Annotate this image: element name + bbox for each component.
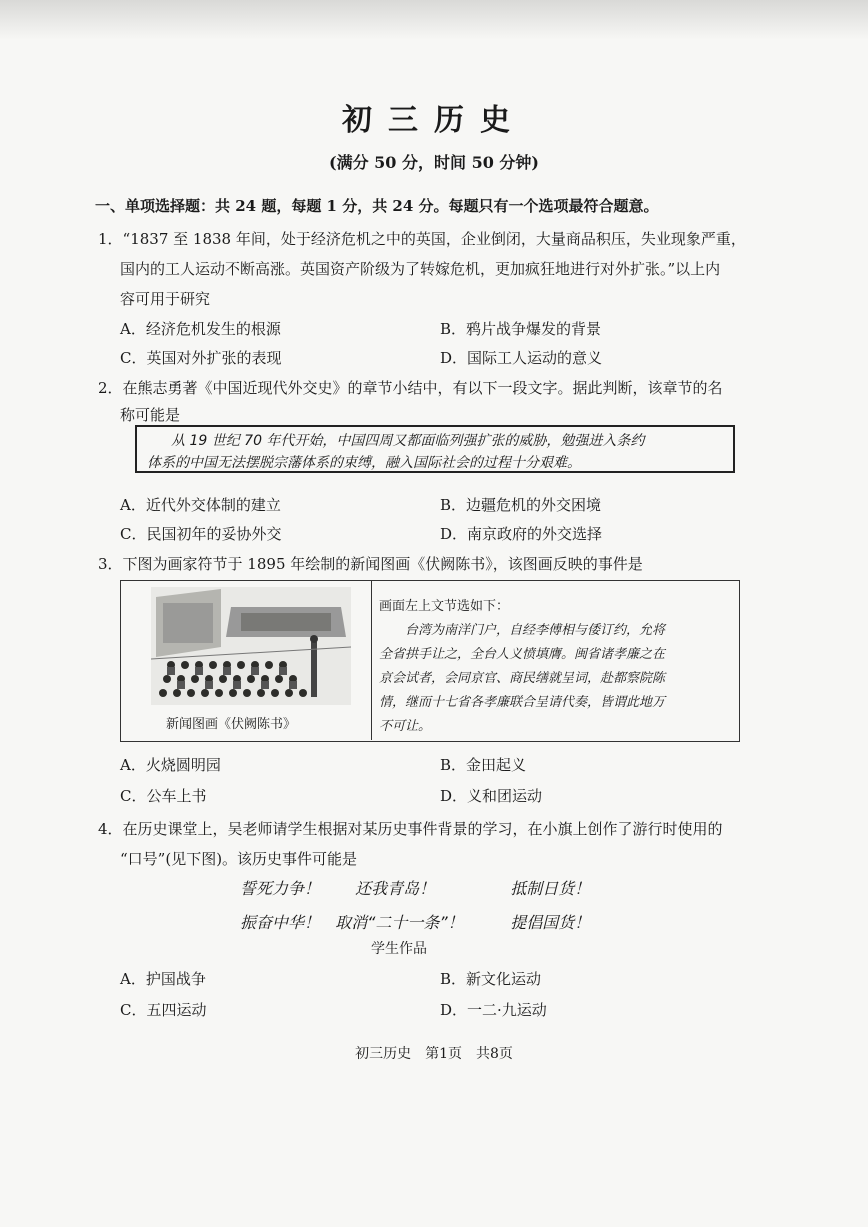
q2-quote-line-2: 体系的中国无法摆脱宗藩体系的束缚，融入国际社会的过程十分艰难。 (147, 455, 581, 471)
q3-excerpt-line-5: 不可让。 (379, 719, 432, 734)
q3-excerpt-line-4: 情，继而十七省各孝廉联合呈请代奏，皆谓此地万 (379, 695, 666, 710)
q4-option-a: A．护国战争 (120, 970, 206, 988)
page-footer: 初三历史 第1页 共8页 (355, 1046, 513, 1062)
slogan-1: 誓死力争！ (240, 879, 321, 898)
q2-quote-box (135, 425, 735, 473)
petition-illustration (151, 587, 351, 705)
q4-slogans (240, 872, 590, 940)
q1-option-a: A．经济危机发生的根源 (120, 320, 281, 338)
slogan-6: 提倡国货！ (510, 913, 591, 932)
q3-excerpt-line-3: 京会试者，会同京官、商民缮就呈词，赴都察院陈 (379, 671, 666, 686)
q2-option-d: D．南京政府的外交选择 (440, 525, 603, 543)
q4-stem-line-1: 4．在历史课堂上，吴老师请学生根据对某历史事件背景的学习，在小旗上创作了游行时使用的 (98, 820, 723, 838)
q1-stem-line-3: 容可用于研究 (120, 290, 211, 308)
q2-option-b: B．边疆危机的外交困境 (440, 496, 602, 514)
q3-excerpt-panel (379, 595, 731, 739)
q3-picture-caption: 新闻图画《伏阙陈书》 (166, 717, 297, 732)
slogan-5: 取消“二十一条”！ (335, 913, 464, 932)
scan-shadow (0, 0, 868, 40)
q3-excerpt-line-2: 全省拱手让之，全台人义愤填膺。闽省诸孝廉之在 (379, 647, 666, 662)
q1-stem-line-2: 国内的工人运动不断高涨。英国资产阶级为了转嫁危机，更加疯狂地进行对外扩张。”以上内 (120, 260, 721, 278)
q1-stem-line-1: 1．“1837 至 1838 年间，处于经济危机之中的英国，企业倒闭，大量商品积压，失业现象严重， (98, 230, 746, 248)
q4-slogan-caption: 学生作品 (371, 941, 427, 957)
section-heading: 一、单项选择题：共 24 题，每题 1 分，共 24 分。每题只有一个选项最符合题意。 (95, 197, 659, 215)
q3-option-d: D．义和团运动 (440, 787, 543, 805)
q3-picture-box (120, 580, 740, 742)
q3-excerpt-heading: 画面左上文节选如下： (379, 599, 510, 614)
q4-stem-line-2: “口号”(见下图)。该历史事件可能是 (120, 850, 358, 868)
q3-illustration-panel (121, 581, 372, 740)
q3-option-c: C．公车上书 (120, 787, 207, 805)
q2-quote-line-1: 从 19 世纪 70 年代开始，中国四周又都面临列强扩张的威胁，勉强进入条约 (171, 433, 645, 449)
q3-option-a: A．火烧圆明园 (120, 756, 221, 774)
q4-option-b: B．新文化运动 (440, 970, 542, 988)
q2-option-c: C．民国初年的妥协外交 (120, 525, 282, 543)
slogan-2: 还我青岛！ (355, 879, 436, 898)
q1-option-d: D．国际工人运动的意义 (440, 349, 603, 367)
q4-option-c: C．五四运动 (120, 1001, 207, 1019)
slogan-4: 振奋中华！ (240, 913, 321, 932)
q1-option-b: B．鸦片战争爆发的背景 (440, 320, 602, 338)
q4-option-d: D．一二·九运动 (440, 1001, 547, 1019)
page-subtitle: (满分 50 分，时间 50 分钟) (329, 153, 539, 172)
q2-option-a: A．近代外交体制的建立 (120, 496, 281, 514)
page-title: 初三历史 (342, 103, 526, 138)
q3-option-b: B．金田起义 (440, 756, 527, 774)
slogan-3: 抵制日货！ (510, 879, 591, 898)
q3-excerpt-line-1: 台湾为南洋门户，自经李傅相与倭订约，允将 (405, 623, 666, 638)
q1-option-c: C．英国对外扩张的表现 (120, 349, 282, 367)
q2-stem-line-2: 称可能是 (120, 406, 181, 424)
q2-stem-line-1: 2．在熊志勇著《中国近现代外交史》的章节小结中，有以下一段文字。据此判断，该章节的名 (98, 379, 723, 397)
q3-stem-line-1: 3．下图为画家符节于 1895 年绘制的新闻图画《伏阙陈书》，该图画反映的事件是 (98, 555, 643, 573)
